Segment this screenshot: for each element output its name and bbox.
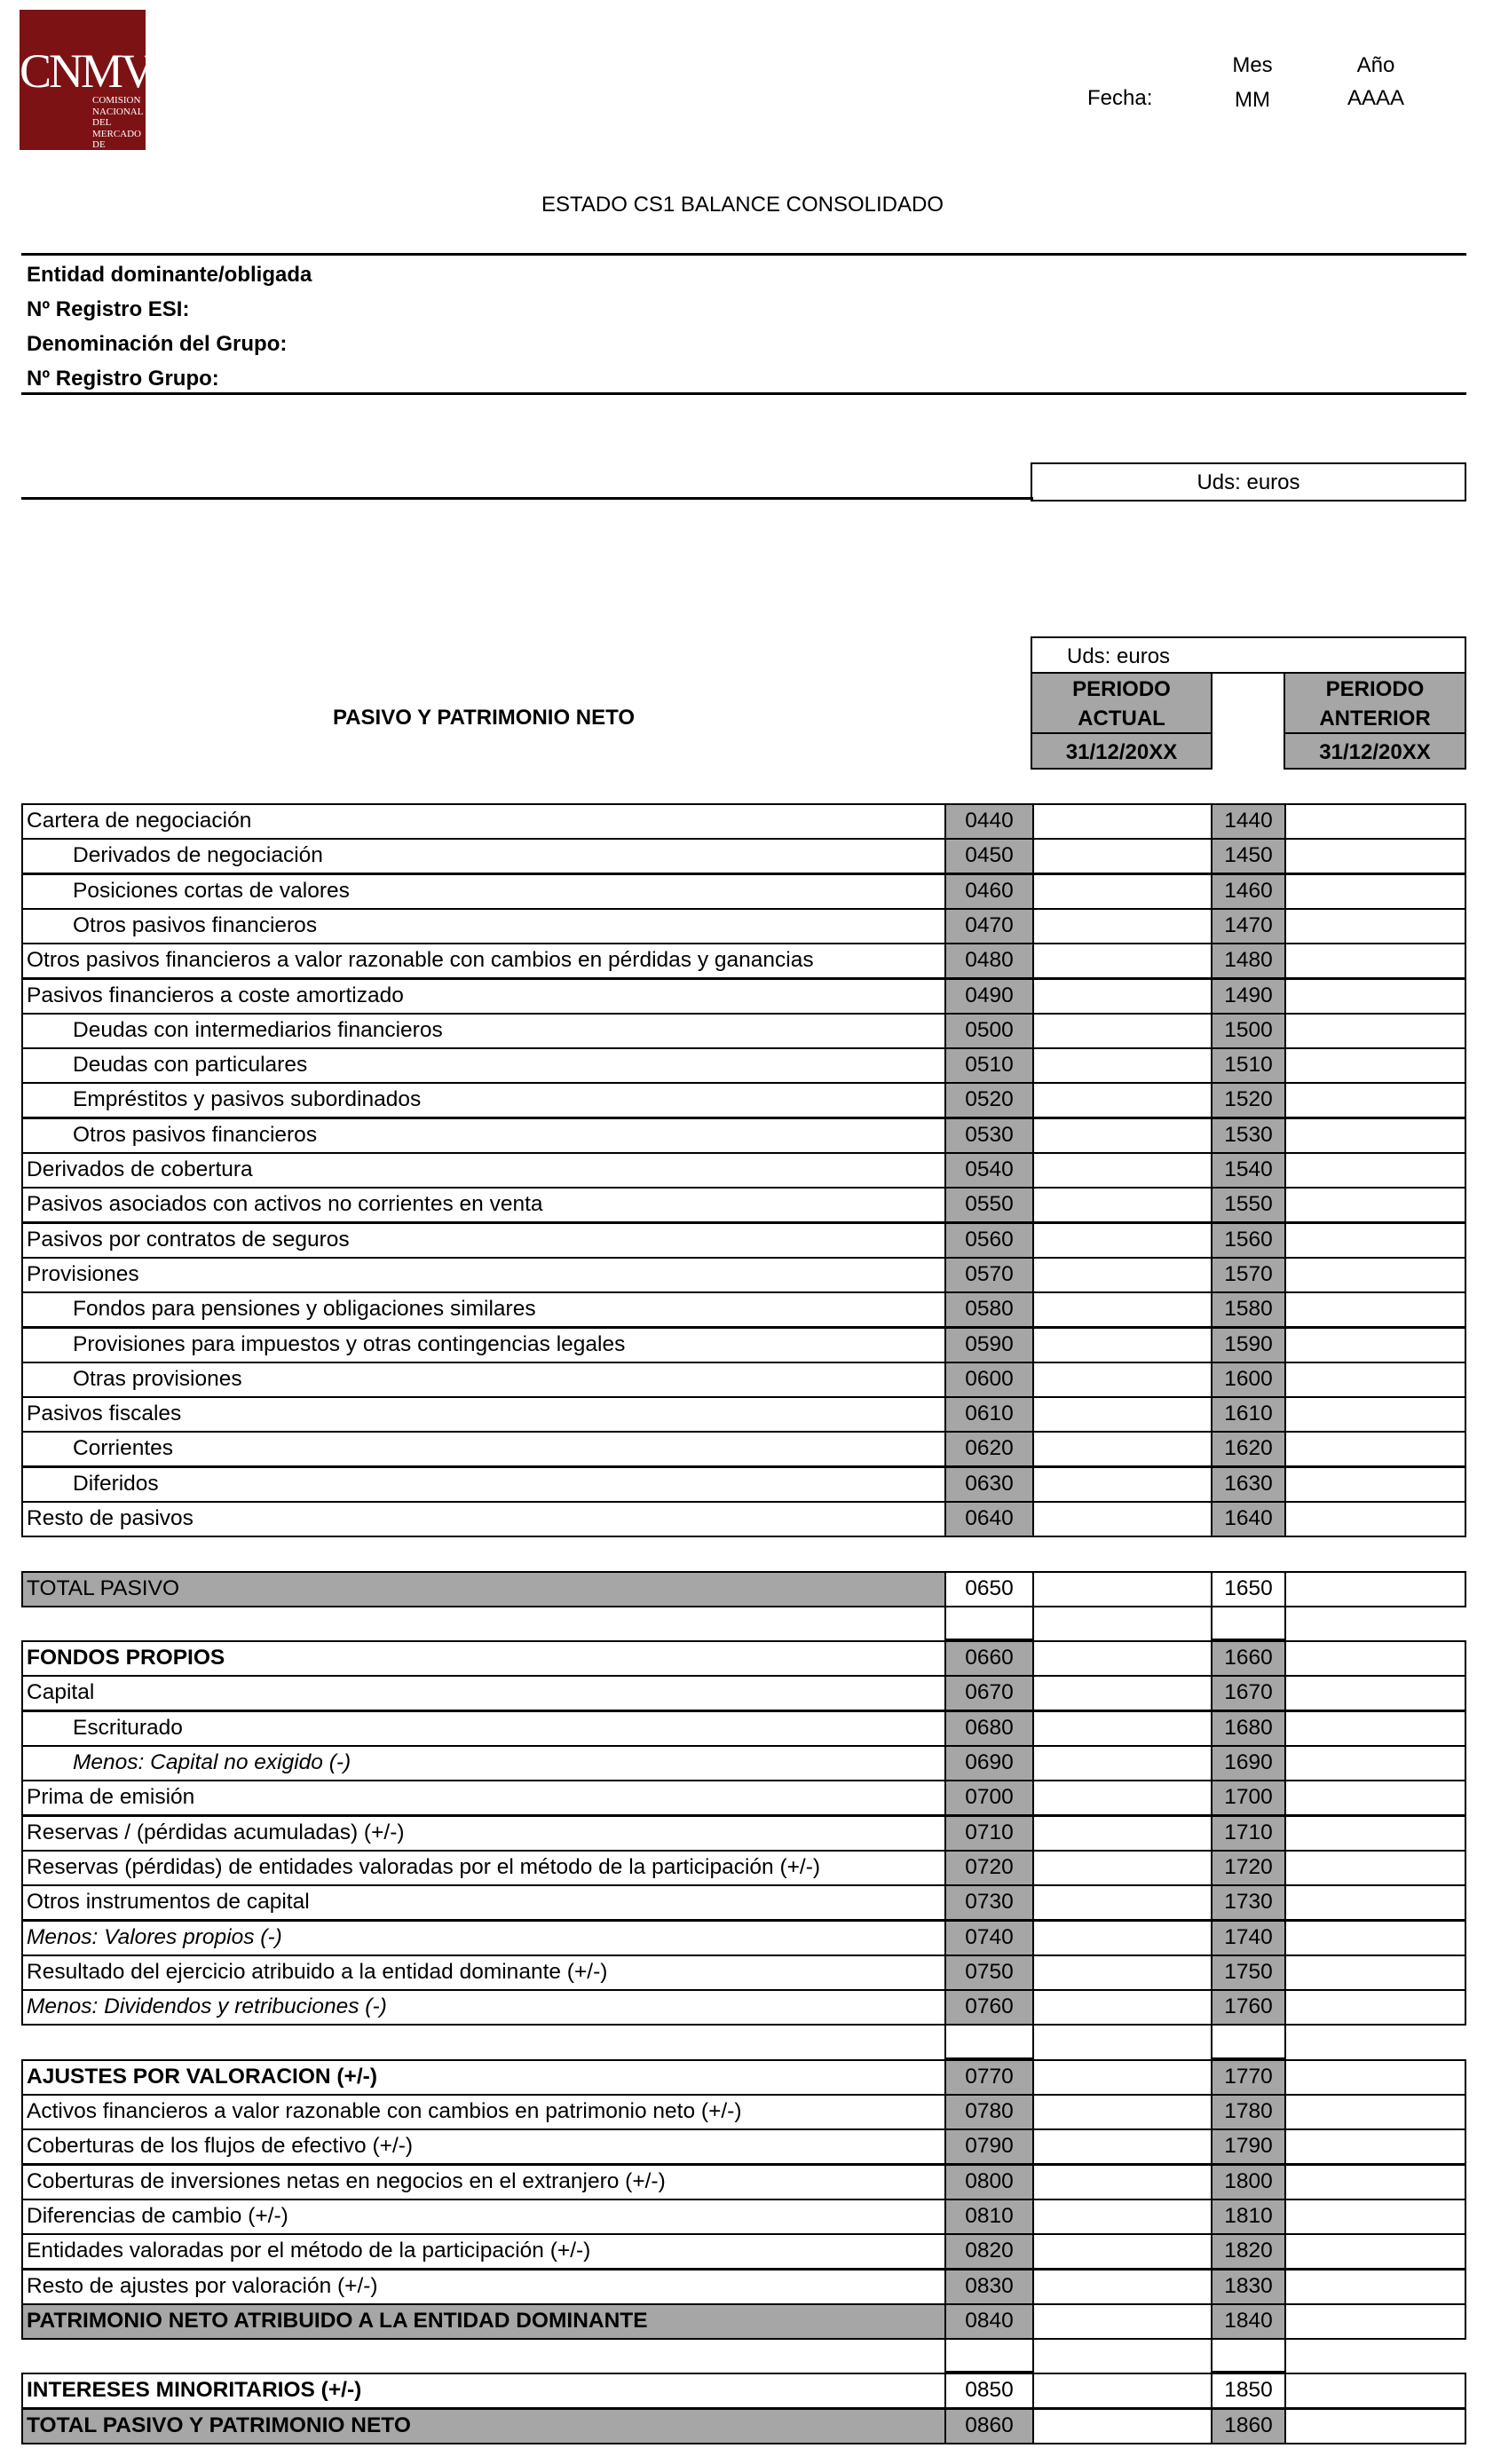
row-label: Coberturas de los flujos de efectivo (+/-): [21, 2128, 946, 2165]
table-row: [21, 1989, 1466, 2024]
value-anterior-input[interactable]: [1284, 1466, 1466, 1503]
value-anterior-input[interactable]: [1284, 2199, 1466, 2235]
row-label: Escriturado: [21, 1710, 946, 1747]
table-row: [21, 1257, 1466, 1291]
code-actual: 0460: [944, 873, 1034, 910]
table-row: [21, 803, 1466, 838]
value-anterior-input[interactable]: [1284, 838, 1466, 874]
code-actual: 0610: [944, 1396, 1034, 1433]
code-actual: 0480: [944, 943, 1034, 979]
value-anterior-input[interactable]: [1284, 2233, 1466, 2270]
value-actual-input[interactable]: [1032, 2094, 1233, 2130]
row-label: Otros pasivos financieros: [21, 908, 946, 944]
value-actual-input[interactable]: [1032, 2164, 1233, 2200]
value-anterior-input[interactable]: [1284, 1640, 1466, 1677]
value-anterior-input[interactable]: [1284, 1152, 1466, 1189]
table-row: [21, 1431, 1466, 1465]
table-row: [21, 1396, 1466, 1431]
mes-header: Mes: [1232, 53, 1273, 77]
value-actual-input[interactable]: [1032, 1187, 1233, 1223]
registro-grupo-field: Nº Registro Grupo:: [27, 367, 219, 391]
code-actual: 0710: [944, 1815, 1034, 1852]
page-title: ESTADO CS1 BALANCE CONSOLIDADO: [541, 193, 944, 217]
value-actual-input[interactable]: [1032, 1501, 1233, 1537]
value-anterior-input[interactable]: [1284, 908, 1466, 944]
value-anterior-input[interactable]: [1284, 803, 1466, 840]
table-row: [21, 1082, 1466, 1117]
value-actual-input[interactable]: [1032, 1117, 1233, 1154]
value-actual-input[interactable]: [1032, 1013, 1233, 1049]
value-anterior-input[interactable]: [1284, 1396, 1466, 1433]
code-anterior: 1550: [1211, 1187, 1286, 1223]
table-row: [21, 1222, 1466, 1257]
code-anterior: 1620: [1211, 1431, 1286, 1467]
row-label: Otros instrumentos de capital: [21, 1884, 946, 1921]
row-label: Menos: Capital no exigido (-): [21, 1745, 946, 1781]
code-anterior: 1640: [1211, 1501, 1286, 1537]
code-actual: 0620: [944, 1431, 1034, 1467]
code-actual: 0550: [944, 1187, 1034, 1223]
table-row: [21, 2269, 1466, 2303]
code-anterior: 1700: [1211, 1780, 1286, 1816]
value-anterior-input[interactable]: [1284, 2164, 1466, 2200]
code-anterior: 1830: [1211, 2269, 1286, 2305]
code-actual: 0590: [944, 1327, 1034, 1363]
value-anterior-input[interactable]: [1284, 1117, 1466, 1154]
table-row: [21, 838, 1466, 873]
code-anterior: 1500: [1211, 1013, 1286, 1049]
code-actual: 0860: [944, 2408, 1034, 2444]
table-row: [21, 2303, 1466, 2338]
code-anterior: 1580: [1211, 1291, 1286, 1328]
value-anterior-input[interactable]: [1284, 1431, 1466, 1467]
code-anterior: 1450: [1211, 838, 1286, 874]
code-actual: 0820: [944, 2233, 1034, 2270]
value-actual-input[interactable]: [1032, 1466, 1233, 1503]
row-label: PATRIMONIO NETO ATRIBUIDO A LA ENTIDAD DOMINANTE: [21, 2303, 946, 2340]
row-label: Diferencias de cambio (+/-): [21, 2199, 946, 2235]
value-anterior-input[interactable]: [1284, 1501, 1466, 1537]
row-label: Prima de emisión: [21, 1780, 946, 1816]
code-actual: 0650: [944, 1571, 1034, 1607]
spacer-cell: [1211, 1604, 1286, 1640]
table-row: [21, 1850, 1466, 1884]
value-actual-input[interactable]: [1032, 1675, 1233, 1711]
cnmv-logo: [20, 10, 154, 162]
row-label: TOTAL PASIVO: [21, 1571, 946, 1607]
value-actual-input[interactable]: [1032, 1327, 1233, 1363]
code-anterior: 1790: [1211, 2128, 1286, 2165]
row-label: Pasivos fiscales: [21, 1396, 946, 1433]
value-anterior-input[interactable]: [1284, 1571, 1466, 1607]
row-label: TOTAL PASIVO Y PATRIMONIO NETO: [21, 2408, 946, 2444]
code-actual: 0580: [944, 1291, 1034, 1328]
periodo-actual-date: 31/12/20XX: [1065, 740, 1178, 764]
code-anterior: 1750: [1211, 1955, 1286, 1991]
code-actual: 0790: [944, 2128, 1034, 2165]
row-label: Corrientes: [21, 1431, 946, 1467]
value-actual-input[interactable]: [1032, 1920, 1233, 1956]
code-actual: 0470: [944, 908, 1034, 944]
table-row: [21, 1117, 1466, 1152]
code-actual: 0680: [944, 1710, 1034, 1747]
code-actual: 0810: [944, 2199, 1034, 2235]
divider: [21, 392, 1466, 395]
code-anterior: 1710: [1211, 1815, 1286, 1852]
code-actual: 0700: [944, 1780, 1034, 1816]
logo-brand: CNMV: [20, 44, 154, 98]
table-row: [21, 1780, 1466, 1814]
table-row: [21, 2199, 1466, 2233]
entity-dominante-field: Entidad dominante/obligada: [27, 263, 312, 287]
value-anterior-input[interactable]: [1284, 1013, 1466, 1049]
value-actual-input[interactable]: [1032, 1291, 1233, 1328]
value-actual-input[interactable]: [1032, 1222, 1233, 1259]
value-anterior-input[interactable]: [1284, 1955, 1466, 1991]
row-label: Entidades valoradas por el método de la participación (+/-): [21, 2233, 946, 2270]
table-row: [21, 1745, 1466, 1780]
value-anterior-input[interactable]: [1284, 2408, 1466, 2444]
value-actual-input[interactable]: [1032, 908, 1233, 944]
value-anterior-input[interactable]: [1284, 2303, 1466, 2340]
table-row: [21, 2408, 1466, 2443]
row-label: Reservas (pérdidas) de entidades valoradas por el método de la participación (+/-): [21, 1850, 946, 1886]
row-label: Reservas / (pérdidas acumuladas) (+/-): [21, 1815, 946, 1852]
code-anterior: 1670: [1211, 1675, 1286, 1711]
fecha-label: Fecha:: [1087, 86, 1153, 110]
anio-value: AAAA: [1347, 86, 1405, 110]
value-anterior-input[interactable]: [1284, 1222, 1466, 1259]
table-row: [21, 1187, 1466, 1221]
value-actual-input[interactable]: [1032, 2373, 1233, 2409]
code-actual: 0510: [944, 1047, 1034, 1084]
code-actual: 0670: [944, 1675, 1034, 1711]
code-actual: 0560: [944, 1222, 1034, 1259]
row-label: Otros pasivos financieros: [21, 1117, 946, 1154]
value-anterior-input[interactable]: [1284, 1257, 1466, 1293]
value-anterior-input[interactable]: [1284, 873, 1466, 910]
anio-header: Año: [1356, 53, 1395, 77]
code-actual: 0800: [944, 2164, 1034, 2200]
code-anterior: 1590: [1211, 1327, 1286, 1363]
code-actual: 0760: [944, 1989, 1034, 2026]
code-anterior: 1630: [1211, 1466, 1286, 1503]
code-actual: 0780: [944, 2094, 1034, 2130]
code-actual: 0840: [944, 2303, 1034, 2340]
code-anterior: 1660: [1211, 1640, 1286, 1677]
divider: [21, 497, 1033, 500]
row-label: INTERESES MINORITARIOS (+/-): [21, 2373, 946, 2409]
value-anterior-input[interactable]: [1284, 1327, 1466, 1363]
code-anterior: 1740: [1211, 1920, 1286, 1956]
mes-value: MM: [1235, 88, 1270, 112]
value-anterior-input[interactable]: [1284, 1745, 1466, 1781]
spacer-cell: [1211, 2023, 1286, 2059]
value-anterior-input[interactable]: [1284, 943, 1466, 979]
code-anterior: 1540: [1211, 1152, 1286, 1189]
value-actual-input[interactable]: [1032, 1884, 1233, 1921]
code-anterior: 1610: [1211, 1396, 1286, 1433]
value-anterior-input[interactable]: [1284, 2094, 1466, 2130]
code-anterior: 1600: [1211, 1362, 1286, 1398]
row-label: Derivados de negociación: [21, 838, 946, 874]
value-anterior-input[interactable]: [1284, 1884, 1466, 1921]
code-actual: 0490: [944, 978, 1034, 1015]
value-actual-input[interactable]: [1032, 1640, 1233, 1677]
value-anterior-input[interactable]: [1284, 2269, 1466, 2305]
code-actual: 0740: [944, 1920, 1034, 1956]
periodo-actual-label: PERIODO ACTUAL: [1072, 677, 1171, 731]
table-row: [21, 1291, 1466, 1326]
table-row: [21, 1675, 1466, 1710]
value-actual-input[interactable]: [1032, 1152, 1233, 1189]
row-label: Fondos para pensiones y obligaciones similares: [21, 1291, 946, 1328]
table-row: [21, 1884, 1466, 1919]
spacer-cell: [1211, 2336, 1286, 2373]
value-anterior-input[interactable]: [1284, 1082, 1466, 1118]
row-label: Capital: [21, 1675, 946, 1711]
code-anterior: 1470: [1211, 908, 1286, 944]
value-actual-input[interactable]: [1032, 1955, 1233, 1991]
units-header: Uds: euros: [1067, 644, 1171, 668]
row-label: Pasivos asociados con activos no corrientes en venta: [21, 1187, 946, 1223]
row-label: Resultado del ejercicio atribuido a la entidad dominante (+/-): [21, 1955, 946, 1991]
table-row: [21, 1920, 1466, 1955]
table-row: [21, 2233, 1466, 2268]
code-actual: 0540: [944, 1152, 1034, 1189]
code-anterior: 1680: [1211, 1710, 1286, 1747]
row-label: Resto de pasivos: [21, 1501, 946, 1537]
value-actual-input[interactable]: [1032, 1571, 1233, 1607]
row-label: Deudas con intermediarios financieros: [21, 1013, 946, 1049]
code-actual: 0830: [944, 2269, 1034, 2305]
code-actual: 0500: [944, 1013, 1034, 1049]
table-row: [21, 873, 1466, 908]
row-label: Resto de ajustes por valoración (+/-): [21, 2269, 946, 2305]
value-actual-input[interactable]: [1032, 1850, 1233, 1886]
value-actual-input[interactable]: [1032, 978, 1233, 1015]
value-actual-input[interactable]: [1032, 1780, 1233, 1816]
table-row: [21, 2128, 1466, 2163]
code-actual: 0750: [944, 1955, 1034, 1991]
row-label: Pasivos por contratos de seguros: [21, 1222, 946, 1259]
value-actual-input[interactable]: [1032, 1431, 1233, 1467]
value-anterior-input[interactable]: [1284, 1780, 1466, 1816]
table-row: [21, 1640, 1466, 1675]
value-anterior-input[interactable]: [1284, 1047, 1466, 1084]
value-anterior-input[interactable]: [1284, 978, 1466, 1015]
periodo-anterior-date: 31/12/20XX: [1319, 740, 1431, 764]
code-anterior: 1800: [1211, 2164, 1286, 2200]
row-label: Activos financieros a valor razonable con cambios en patrimonio neto (+/-): [21, 2094, 946, 2130]
table-row: [21, 943, 1466, 977]
units-top: Uds: euros: [1197, 470, 1300, 494]
table-row: [21, 1013, 1466, 1047]
value-actual-input[interactable]: [1032, 1710, 1233, 1747]
value-actual-input[interactable]: [1032, 1815, 1233, 1852]
value-actual-input[interactable]: [1032, 1257, 1233, 1293]
code-actual: 0530: [944, 1117, 1034, 1154]
code-anterior: 1520: [1211, 1082, 1286, 1118]
periodo-anterior-label: PERIODO ANTERIOR: [1319, 677, 1431, 731]
table-row: [21, 2373, 1466, 2407]
value-actual-input[interactable]: [1032, 1396, 1233, 1433]
denominacion-grupo-field: Denominación del Grupo:: [27, 332, 288, 356]
code-anterior: 1440: [1211, 803, 1286, 840]
spacer-cell: [944, 1604, 1034, 1640]
code-anterior: 1810: [1211, 2199, 1286, 2235]
row-label: Empréstitos y pasivos subordinados: [21, 1082, 946, 1118]
value-actual-input[interactable]: [1032, 2233, 1233, 2270]
code-anterior: 1760: [1211, 1989, 1286, 2026]
code-anterior: 1650: [1211, 1571, 1286, 1607]
code-anterior: 1820: [1211, 2233, 1286, 2270]
table-row: [21, 2164, 1466, 2199]
code-anterior: 1490: [1211, 978, 1286, 1015]
value-anterior-input[interactable]: [1284, 1850, 1466, 1886]
code-anterior: 1850: [1211, 2373, 1286, 2409]
table-row: [21, 1362, 1466, 1396]
table-row: [21, 908, 1466, 943]
row-label: AJUSTES POR VALORACION (+/-): [21, 2059, 946, 2096]
value-actual-input[interactable]: [1032, 2303, 1233, 2340]
table-row: [21, 1501, 1466, 1536]
value-anterior-input[interactable]: [1284, 1187, 1466, 1223]
code-actual: 0770: [944, 2059, 1034, 2096]
value-anterior-input[interactable]: [1284, 1362, 1466, 1398]
code-actual: 0660: [944, 1640, 1034, 1677]
table-row: [21, 1815, 1466, 1850]
code-anterior: 1560: [1211, 1222, 1286, 1259]
value-actual-input[interactable]: [1032, 1745, 1233, 1781]
table-row: [21, 1047, 1466, 1082]
code-anterior: 1780: [1211, 2094, 1286, 2130]
code-actual: 0520: [944, 1082, 1034, 1118]
code-anterior: 1720: [1211, 1850, 1286, 1886]
table-row: [21, 1152, 1466, 1187]
value-anterior-input[interactable]: [1284, 1920, 1466, 1956]
code-actual: 0730: [944, 1884, 1034, 1921]
row-label: Diferidos: [21, 1466, 946, 1503]
value-actual-input[interactable]: [1032, 1362, 1233, 1398]
code-anterior: 1770: [1211, 2059, 1286, 2096]
table-row: [21, 1710, 1466, 1745]
table-row: [21, 1327, 1466, 1362]
row-label: Posiciones cortas de valores: [21, 873, 946, 910]
value-anterior-input[interactable]: [1284, 1291, 1466, 1328]
registro-esi-field: Nº Registro ESI:: [27, 297, 190, 321]
value-anterior-input[interactable]: [1284, 2059, 1466, 2096]
code-anterior: 1860: [1211, 2408, 1286, 2444]
code-actual: 0720: [944, 1850, 1034, 1886]
row-label: Menos: Valores propios (-): [21, 1920, 946, 1956]
value-actual-input[interactable]: [1032, 2269, 1233, 2305]
value-actual-input[interactable]: [1032, 803, 1233, 840]
spacer-cell: [944, 2023, 1034, 2059]
value-actual-input[interactable]: [1032, 2408, 1233, 2444]
row-label: Pasivos financieros a coste amortizado: [21, 978, 946, 1015]
code-actual: 0450: [944, 838, 1034, 874]
code-anterior: 1480: [1211, 943, 1286, 979]
code-actual: 0440: [944, 803, 1034, 840]
table-row: [21, 978, 1466, 1013]
table-row: [21, 1955, 1466, 1989]
code-anterior: 1530: [1211, 1117, 1286, 1154]
code-anterior: 1570: [1211, 1257, 1286, 1293]
value-actual-input[interactable]: [1032, 943, 1233, 979]
row-label: Provisiones: [21, 1257, 946, 1293]
value-actual-input[interactable]: [1032, 838, 1233, 874]
code-actual: 0630: [944, 1466, 1034, 1503]
table-row: [21, 1466, 1466, 1501]
value-anterior-input[interactable]: [1284, 2373, 1466, 2409]
section-title: PASIVO Y PATRIMONIO NETO: [332, 706, 636, 730]
row-label: Menos: Dividendos y retribuciones (-): [21, 1989, 946, 2026]
code-actual: 0600: [944, 1362, 1034, 1398]
code-actual: 0690: [944, 1745, 1034, 1781]
value-anterior-input[interactable]: [1284, 1989, 1466, 2026]
value-actual-input[interactable]: [1032, 873, 1233, 910]
row-label: Cartera de negociación: [21, 803, 946, 840]
value-actual-input[interactable]: [1032, 2199, 1233, 2235]
value-actual-input[interactable]: [1032, 1989, 1233, 2026]
row-label: Otras provisiones: [21, 1362, 946, 1398]
table-row: [21, 2094, 1466, 2128]
logo-subtitle: COMISION NACIONAL DEL MERCADO DE VALORES: [92, 95, 144, 162]
spacer-cell: [944, 2336, 1034, 2373]
code-anterior: 1460: [1211, 873, 1286, 910]
code-anterior: 1730: [1211, 1884, 1286, 1921]
row-label: Coberturas de inversiones netas en negocios en el extranjero (+/-): [21, 2164, 946, 2200]
value-actual-input[interactable]: [1032, 2059, 1233, 2096]
table-row: [21, 1571, 1466, 1606]
code-anterior: 1840: [1211, 2303, 1286, 2340]
value-anterior-input[interactable]: [1284, 2128, 1466, 2165]
row-label: FONDOS PROPIOS: [21, 1640, 946, 1677]
table-row: [21, 2059, 1466, 2094]
code-actual: 0850: [944, 2373, 1034, 2409]
code-anterior: 1690: [1211, 1745, 1286, 1781]
value-actual-input[interactable]: [1032, 1082, 1233, 1118]
value-anterior-input[interactable]: [1284, 1675, 1466, 1711]
divider: [21, 253, 1466, 256]
row-label: Otros pasivos financieros a valor razonable con cambios en pérdidas y ganancias: [21, 943, 946, 979]
code-actual: 0570: [944, 1257, 1034, 1293]
value-anterior-input[interactable]: [1284, 1815, 1466, 1852]
code-anterior: 1510: [1211, 1047, 1286, 1084]
row-label: Deudas con particulares: [21, 1047, 946, 1084]
value-anterior-input[interactable]: [1284, 1710, 1466, 1747]
row-label: Provisiones para impuestos y otras contingencias legales: [21, 1327, 946, 1363]
value-actual-input[interactable]: [1032, 1047, 1233, 1084]
row-label: Derivados de cobertura: [21, 1152, 946, 1189]
code-actual: 0640: [944, 1501, 1034, 1537]
value-actual-input[interactable]: [1032, 2128, 1233, 2165]
